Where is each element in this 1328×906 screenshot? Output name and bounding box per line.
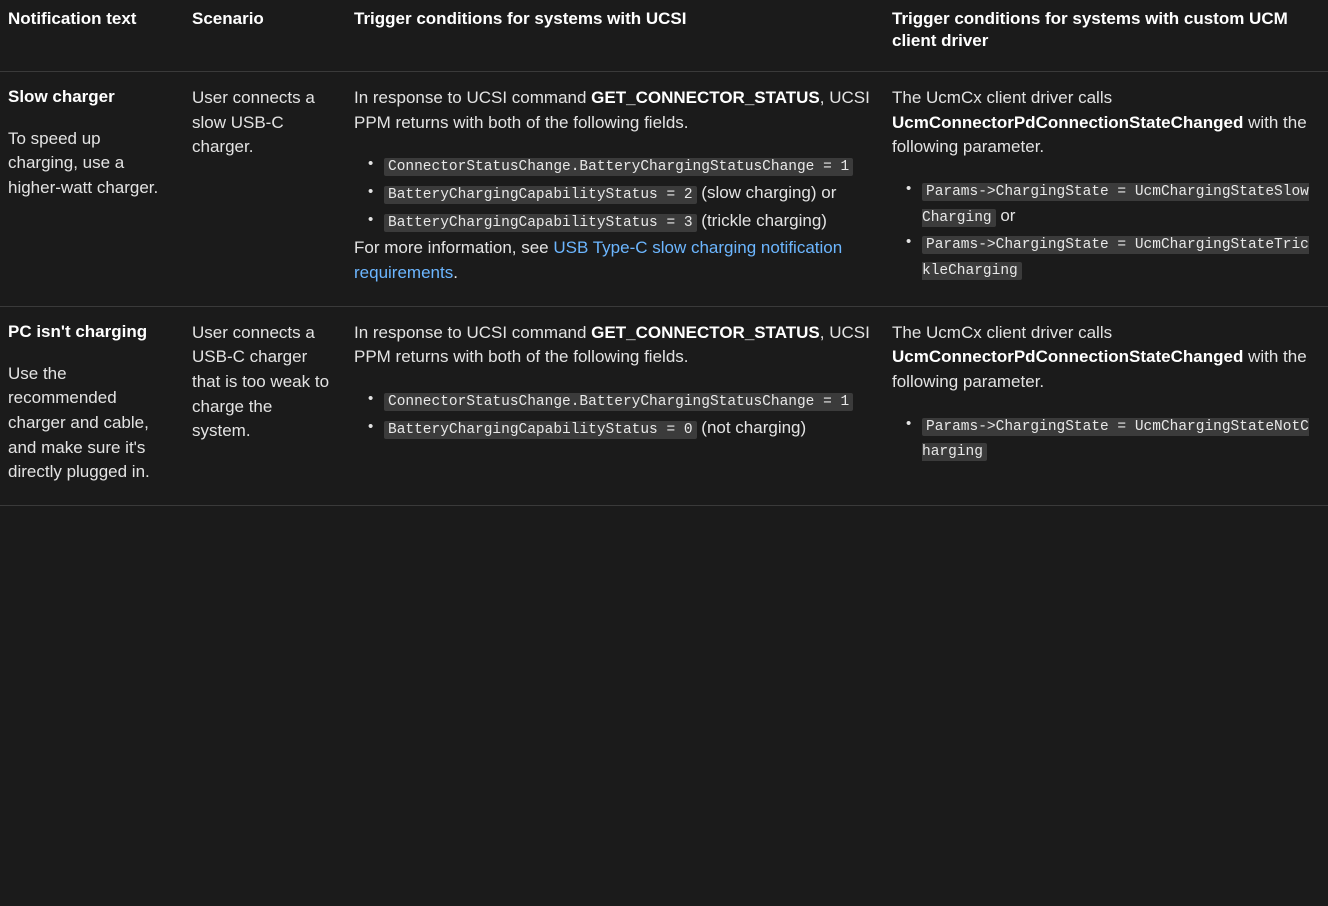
- ucm-api-name: UcmConnectorPdConnectionStateChanged: [892, 112, 1244, 132]
- table-header-row: [0, 0, 1328, 71]
- cell-ucsi-conditions: [346, 71, 884, 306]
- list-item: [922, 178, 1316, 230]
- code-suffix: (slow charging) or: [696, 182, 837, 202]
- code-snippet: Params->ChargingState = UcmChargingStateTrickleCharging: [922, 237, 1309, 280]
- table-row: [0, 306, 1328, 505]
- notification-description: Use the recommended charger and cable, and make sure it's directly plugged in.: [8, 363, 150, 482]
- code-suffix: or: [995, 205, 1016, 225]
- list-item: [922, 231, 1316, 283]
- code-snippet: Params->ChargingState = UcmChargingStateSlowCharging: [922, 183, 1309, 226]
- code-snippet: BatteryChargingCapabilityStatus = 2: [384, 186, 697, 204]
- ucsi-intro-pre: In response to UCSI command: [354, 87, 592, 107]
- more-info-pre: For more information, see: [354, 238, 554, 258]
- cell-notification-text: [0, 306, 184, 505]
- ucsi-intro-post: , UCSI PPM returns with both of the following fields.: [354, 322, 870, 367]
- cell-scenario: User connects a slow USB-C charger.: [184, 71, 346, 306]
- code-suffix: (trickle charging): [696, 210, 827, 230]
- code-snippet: BatteryChargingCapabilityStatus = 0: [384, 421, 697, 439]
- table-header: [0, 0, 1328, 71]
- ucm-intro: [892, 86, 1316, 160]
- notification-title: PC isn't charging: [8, 321, 148, 341]
- column-header-notification-text: Notification text: [0, 0, 184, 71]
- slow-charging-requirements-link[interactable]: USB Type-C slow charging notification requirements: [354, 238, 843, 283]
- code-suffix: (not charging): [696, 417, 807, 437]
- ucsi-field-list: [354, 388, 872, 442]
- ucsi-intro: [354, 321, 872, 370]
- notification-title: Slow charger: [8, 86, 115, 106]
- ucsi-command-name: GET_CONNECTOR_STATUS: [591, 87, 820, 107]
- column-header-scenario: Scenario: [184, 0, 346, 71]
- cell-ucsi-conditions: [346, 306, 884, 505]
- ucm-intro-pre: The UcmCx client driver calls: [892, 322, 1113, 342]
- ucm-api-name: UcmConnectorPdConnectionStateChanged: [892, 347, 1244, 367]
- ucsi-field-list: [354, 153, 872, 234]
- list-item: [384, 181, 872, 207]
- cell-ucm-conditions: [884, 306, 1328, 505]
- code-snippet: ConnectorStatusChange.BatteryChargingStatusChange = 1: [384, 158, 853, 176]
- ucm-intro: [892, 321, 1316, 395]
- table-body: [0, 71, 1328, 505]
- cell-notification-text: [0, 71, 184, 306]
- code-snippet: BatteryChargingCapabilityStatus = 3: [384, 214, 697, 232]
- list-item: [384, 209, 872, 235]
- list-item: [384, 388, 872, 414]
- ucm-parameter-list: [892, 178, 1316, 283]
- ucsi-command-name: GET_CONNECTOR_STATUS: [591, 322, 820, 342]
- code-snippet: Params->ChargingState = UcmChargingStateNotCharging: [922, 418, 1309, 461]
- more-info-post: .: [453, 263, 458, 283]
- ucsi-intro-pre: In response to UCSI command: [354, 322, 592, 342]
- code-snippet: ConnectorStatusChange.BatteryChargingStatusChange = 1: [384, 393, 853, 411]
- ucsi-intro-post: , UCSI PPM returns with both of the following fields.: [354, 87, 870, 132]
- notification-description: To speed up charging, use a higher-watt charger.: [8, 128, 159, 198]
- list-item: [384, 416, 872, 442]
- cell-scenario: User connects a USB-C charger that is too weak to charge the system.: [184, 306, 346, 505]
- cell-ucm-conditions: [884, 71, 1328, 306]
- list-item: [922, 413, 1316, 465]
- list-item: [384, 153, 872, 179]
- more-info-paragraph: [354, 236, 872, 285]
- ucm-intro-post: with the following parameter.: [892, 347, 1307, 391]
- ucsi-intro: [354, 86, 872, 135]
- column-header-ucsi: Trigger conditions for systems with UCSI: [346, 0, 884, 71]
- ucm-intro-post: with the following parameter.: [892, 112, 1307, 157]
- column-header-custom-ucm: Trigger conditions for systems with custom UCM client driver: [884, 0, 1328, 71]
- ucm-parameter-list: [892, 413, 1316, 465]
- table-row: [0, 71, 1328, 306]
- ucm-intro-pre: The UcmCx client driver calls: [892, 87, 1113, 107]
